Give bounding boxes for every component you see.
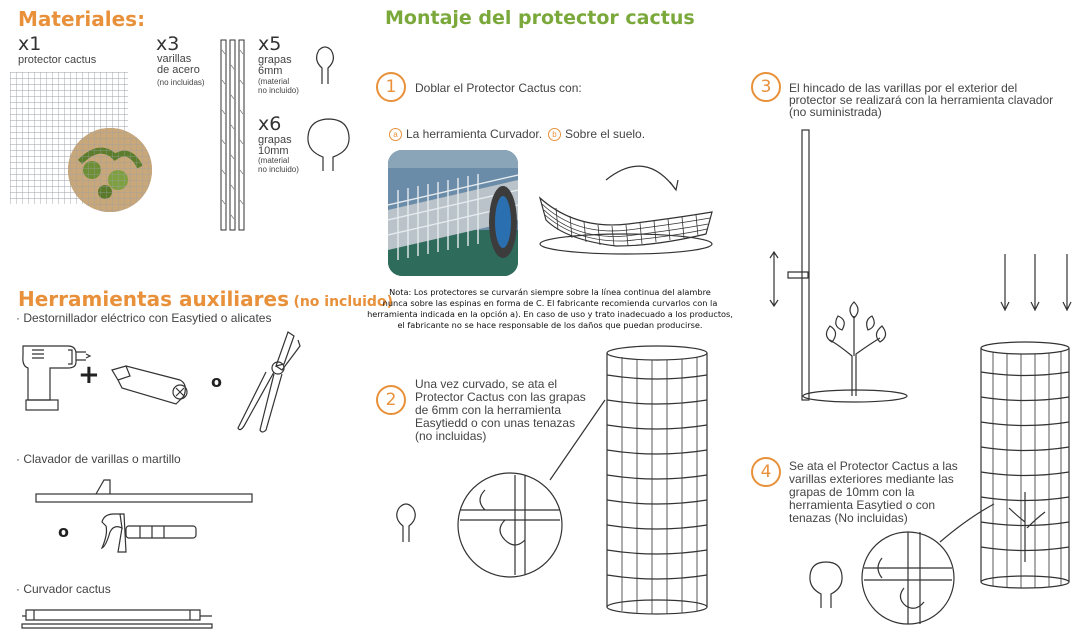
cylinder-protector-icon (602, 345, 712, 615)
staple-6mm-icon (393, 500, 419, 544)
rods-label: varillas de acero (157, 53, 200, 76)
mesh-label: protector cactus (18, 54, 97, 66)
tools-title-note: (no incluido) (293, 294, 393, 310)
staple-10mm-icon (305, 117, 353, 173)
rods-note: (no incluidas) (157, 78, 205, 87)
staple6-note: (material no incluido) (258, 77, 299, 95)
option-b-letter: b (548, 128, 561, 141)
staple-10mm-icon (808, 560, 844, 610)
bending-photo (388, 150, 518, 276)
pliers-icon (236, 330, 302, 434)
tools-title: Herramientas auxiliares (18, 287, 289, 311)
staple-6mm-icon (313, 44, 337, 86)
hammer-icon (100, 512, 200, 554)
mesh-photo (10, 72, 128, 204)
step4-text: Se ata el Protector Cactus a las varillas exteriores mediante las grapas de 10mm con la herramienta Easytied o con tenazas (No incluidas) (789, 459, 958, 525)
option-a (389, 128, 542, 141)
detail-zoom-circle (455, 470, 565, 580)
step2-text: Una vez curvado, se ata el Protector Cactus con las grapas de 6mm con la herramienta Easytiedd o con unas tenazas (no incluidas) (415, 377, 586, 443)
or-sign-1: o (211, 372, 222, 391)
rod-driver-icon (36, 476, 256, 510)
tool3-label: · Curvador cactus (16, 582, 111, 596)
option-b-text: Sobre el suelo. (565, 127, 646, 141)
plus-sign: + (78, 360, 100, 390)
assembly-note: Nota: Los protectores se curvarán siempre sobre la línea continua del alambre nunca sobre las espinas en forma de C. El fabricante recomienda curvarlos con la herramienta indicada en la opción a). En caso de uso y trato inadecuado a los productos, el fabricante no se hace responsable de los daños que puedan producirse. (367, 287, 733, 330)
option-b (548, 128, 645, 141)
option-a-letter: a (389, 128, 402, 141)
easytied-bit-icon (110, 362, 190, 406)
tool2-label: · Clavador de varillas o martillo (16, 452, 181, 466)
staple10-label: grapas 10mm (258, 134, 292, 157)
tool1-label: · Destornillador eléctrico con Easytied o alicates (16, 311, 272, 325)
materials-title: Materiales: (18, 7, 146, 31)
staple10-qty: x6 (258, 113, 282, 135)
step4-number: 4 (751, 457, 781, 487)
step3-text: El hincado de las varillas por el exterior del protector se realizará con la herramienta clavador (no suministrada) (789, 81, 1054, 119)
step3-number: 3 (751, 72, 781, 102)
rods-qty: x3 (156, 33, 180, 55)
mesh-qty: x1 (18, 33, 42, 55)
step1-number: 1 (376, 72, 406, 102)
step1-text: Doblar el Protector Cactus con: (415, 81, 582, 95)
option-a-text: La herramienta Curvador. (406, 127, 543, 141)
detail-zoom-circle (858, 528, 958, 628)
tools-heading (18, 287, 393, 311)
staple6-qty: x5 (258, 33, 282, 55)
or-sign-2: o (58, 522, 69, 541)
tree-icon (800, 296, 910, 406)
bender-icon (22, 606, 222, 630)
assembly-title: Montaje del protector cactus (385, 7, 695, 29)
staple10-note: (material no incluido) (258, 156, 299, 174)
step2-number: 2 (376, 385, 406, 415)
staple6-label: grapas 6mm (258, 54, 292, 77)
curved-mesh-icon (536, 160, 716, 256)
cylinder-protector-icon (975, 252, 1075, 592)
steel-rod-icon (219, 40, 249, 230)
